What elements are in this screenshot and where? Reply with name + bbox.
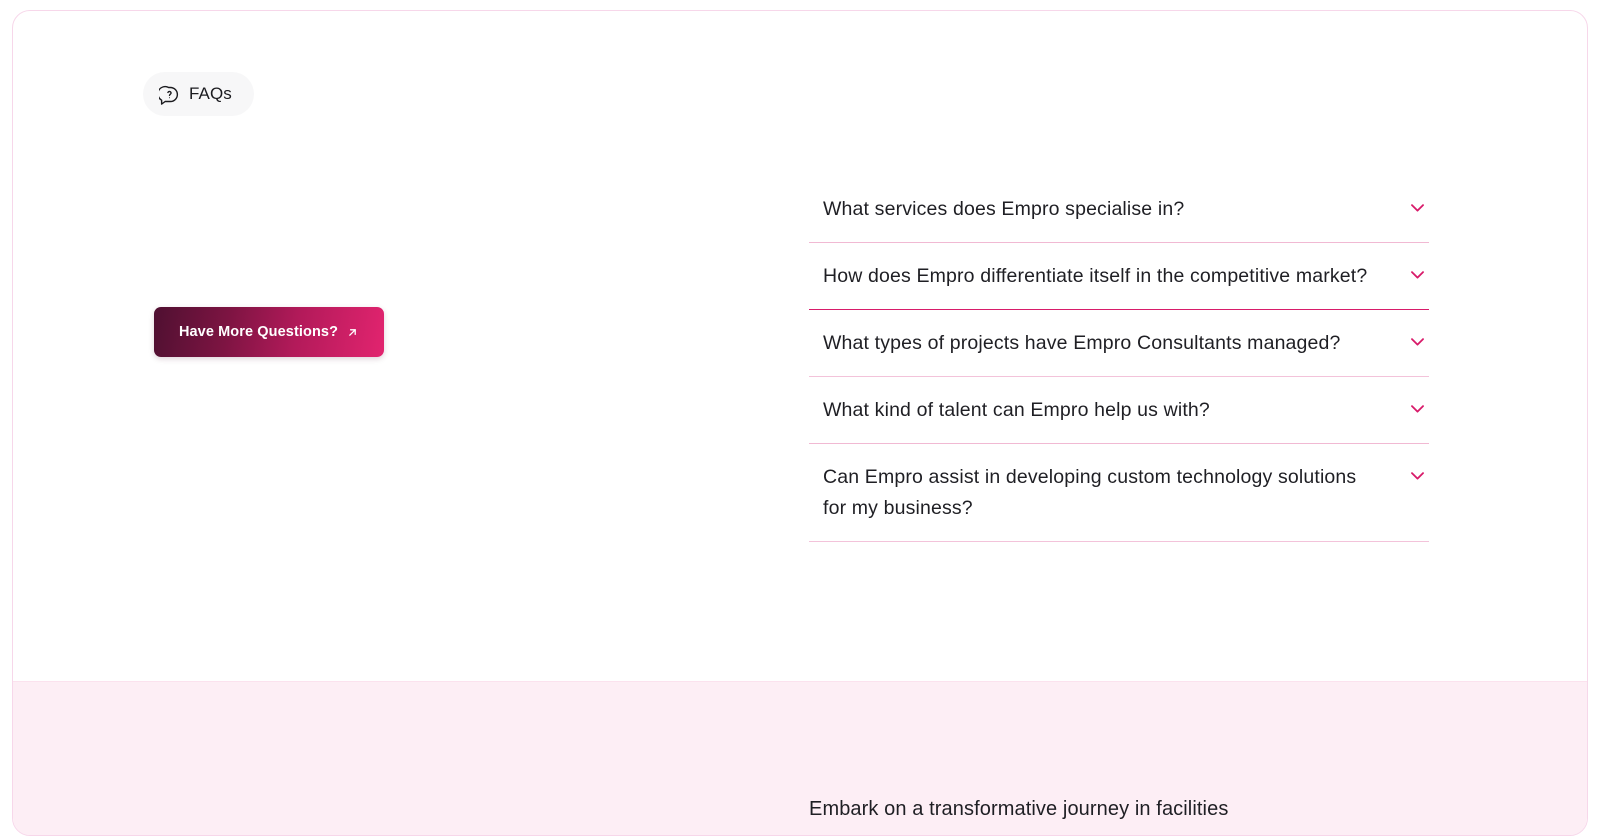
faqs-pill-label: FAQs <box>189 84 232 103</box>
faq-item[interactable] <box>809 176 1429 243</box>
chevron-down-icon[interactable] <box>1408 399 1427 418</box>
chevron-down-icon[interactable] <box>1408 265 1427 284</box>
faqs-pill <box>143 72 254 116</box>
faq-question: What kind of talent can Empro help us with? <box>823 399 1210 421</box>
footer-band <box>13 681 1587 835</box>
faq-item[interactable] <box>809 310 1429 377</box>
arrow-up-right-icon <box>346 326 359 339</box>
chevron-down-icon[interactable] <box>1408 332 1427 351</box>
faq-accordion <box>809 176 1429 542</box>
faq-question: What types of projects have Empro Consultants managed? <box>823 332 1341 354</box>
faq-question: What services does Empro specialise in? <box>823 198 1185 220</box>
cta-label: Have More Questions? <box>178 324 339 340</box>
faq-item[interactable] <box>809 377 1429 444</box>
faq-question: How does Empro differentiate itself in the competitive market? <box>823 265 1368 287</box>
faq-item[interactable] <box>809 444 1429 542</box>
footer-band-text: Embark on a transformative journey in facilities <box>809 798 1229 820</box>
faq-section <box>12 10 1588 836</box>
chat-question-icon <box>159 84 180 105</box>
have-more-questions-button[interactable] <box>154 307 384 357</box>
faq-item[interactable] <box>809 243 1429 310</box>
faq-question: Can Empro assist in developing custom technology solutions for my business? <box>823 466 1357 519</box>
chevron-down-icon[interactable] <box>1408 198 1427 217</box>
chevron-down-icon[interactable] <box>1408 466 1427 485</box>
